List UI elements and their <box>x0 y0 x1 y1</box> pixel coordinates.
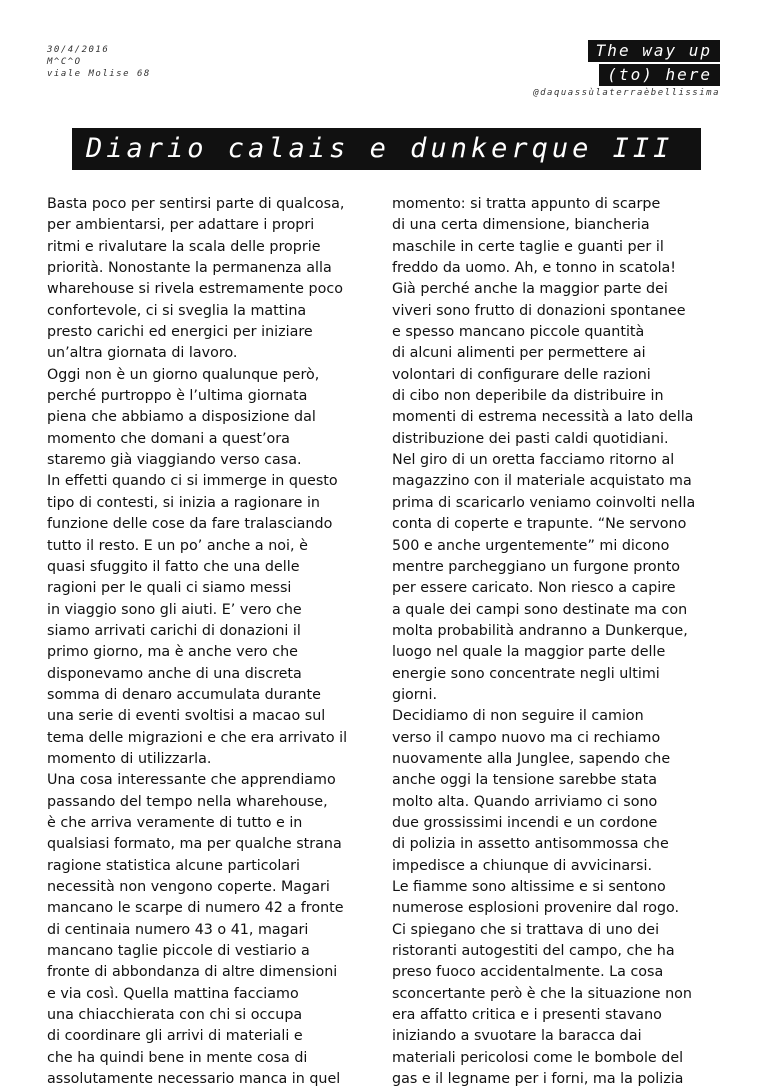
date: 30/4/2016 <box>47 45 110 55</box>
text-line: tipo di contesti, si inizia a ragionare in <box>47 494 320 511</box>
brand-line-2: (to) here <box>599 64 720 86</box>
text-line: siamo arrivati carichi di donazioni il <box>47 622 301 639</box>
text-line: distribuzione dei pasti caldi quotidiani. <box>392 430 669 447</box>
text-line: due grossissimi incendi e un cordone <box>392 814 658 831</box>
text-line: disponevamo anche di una discreta <box>47 665 302 682</box>
text-line: per ambientarsi, per adattare i propri <box>47 217 315 234</box>
text-line: di cibo non deperibile da distribuire in <box>392 388 664 405</box>
text-line: verso il campo nuovo ma ci rechiamo <box>392 729 661 746</box>
text-column-right <box>392 194 735 1090</box>
text-line: freddo da uomo. Ah, e tonno in scatola! <box>392 260 677 277</box>
text-line: una chiacchierata con chi si occupa <box>47 1007 303 1024</box>
text-line: ragione statistica alcune particolari <box>47 857 300 874</box>
text-line: in viaggio sono gli aiuti. E’ vero che <box>47 601 302 618</box>
text-line: volontari di configurare delle razioni <box>392 366 651 383</box>
text-line: priorità. Nonostante la permanenza alla <box>47 260 332 277</box>
text-line: luogo nel quale la maggior parte delle <box>392 644 666 661</box>
text-line: funzione delle cose da fare tralasciando <box>47 516 333 533</box>
text-line: piena che abbiamo a disposizione dal <box>47 409 316 426</box>
text-line: quasi sfuggito il fatto che una delle <box>47 558 300 575</box>
text-line: Le fiamme sono altissime e si sentono <box>392 879 666 895</box>
text-line: nuovamente alla Junglee, sapendo che <box>392 750 671 767</box>
text-line: molto alta. Quando arriviamo ci sono <box>392 793 658 810</box>
text-line: momento: si tratta appunto di scarpe <box>392 196 661 212</box>
text-line: Già perché anche la maggior parte dei <box>392 281 668 298</box>
text-line: e spesso mancano piccole quantità <box>392 324 645 341</box>
text-line: era affatto critica e i presenti stavano <box>392 1007 662 1024</box>
text-line: somma di denaro accumulata durante <box>47 686 321 703</box>
text-line: anche oggi la tensione sarebbe stata <box>392 772 658 789</box>
text-line: passando del tempo nella wharehouse, <box>47 793 328 810</box>
text-line: fronte di abbondanza di altre dimensioni <box>47 964 338 981</box>
text-line: 500 e anche urgentemente” mi dicono <box>392 537 670 554</box>
address: viale Molise 68 <box>47 69 151 79</box>
text-line: Una cosa interessante che apprendiamo <box>47 772 336 789</box>
text-line: mentre parcheggiano un furgone pronto <box>392 558 681 575</box>
text-line: Ci spiegano che si trattava di uno dei <box>392 921 660 938</box>
text-line: tema delle migrazioni e che era arrivato il <box>47 729 348 746</box>
header-meta <box>47 44 151 80</box>
text-line: In effetti quando ci si immerge in questo <box>47 473 338 490</box>
brand-line-1: The way up <box>588 40 720 62</box>
text-line: di una certa dimensione, biancheria <box>392 217 650 234</box>
text-line: impedisce a chiunque di avvicinarsi. <box>392 857 653 874</box>
text-line: energie sono concentrate negli ultimi <box>392 665 660 682</box>
text-line: molta probabilità andranno a Dunkerque, <box>392 622 688 639</box>
text-line: momento che domani a quest’ora <box>47 430 290 447</box>
social-handle: @daquassùlaterraèbellissima <box>533 88 720 98</box>
text-line: ragioni per le quali ci siamo messi <box>47 580 292 597</box>
text-line: gas e il legname per i forni, ma la polizia <box>392 1071 684 1088</box>
text-line: confortevole, ci si sveglia la mattina <box>47 302 307 319</box>
text-line: prima di scaricarlo veniamo coinvolti nella <box>392 494 696 511</box>
text-line: necessità non vengono coperte. Magari <box>47 879 330 895</box>
text-line: assolutamente necessario manca in quel <box>47 1071 341 1088</box>
text-line: Decidiamo di non seguire il camion <box>392 708 644 725</box>
text-line: di polizia in assetto antisommossa che <box>392 836 669 853</box>
venue-name: M^C^O <box>47 57 82 67</box>
text-line: mancano taglie piccole di vestiario a <box>47 943 310 960</box>
text-line: numerose esplosioni provenire dal rogo. <box>392 900 680 917</box>
text-line: Basta poco per sentirsi parte di qualcosa, <box>47 196 345 212</box>
page-title: Diario calais e dunkerque III <box>72 128 701 170</box>
text-line: materiali pericolosi come le bombole del <box>392 1049 684 1066</box>
text-line: maschile in certe taglie e guanti per il <box>392 238 664 255</box>
text-line: a quale dei campi sono destinate ma con <box>392 601 688 618</box>
text-line: staremo già viaggiando verso casa. <box>47 452 302 469</box>
text-line: perché purtroppo è l’ultima giornata <box>47 388 308 405</box>
text-line: Oggi non è un giorno qualunque però, <box>47 366 320 383</box>
text-line: magazzino con il materiale acquistato ma <box>392 473 692 490</box>
text-line: ritmi e rivalutare la scala delle proprie <box>47 238 321 255</box>
text-line: è che arriva veramente di tutto e in <box>47 814 303 831</box>
text-line: sconcertante però è che la situazione non <box>392 985 692 1002</box>
text-line: di centinaia numero 43 o 41, magari <box>47 921 309 938</box>
text-line: di alcuni alimenti per permettere ai <box>392 345 646 362</box>
text-line: wharehouse si rivela estremamente poco <box>47 281 343 298</box>
text-line: viveri sono frutto di donazioni spontanee <box>392 302 686 319</box>
text-line: momento di utilizzarla. <box>47 750 212 767</box>
text-line: presto carichi ed energici per iniziare <box>47 324 313 341</box>
text-line: iniziando a svuotare la baracca dai <box>392 1028 642 1045</box>
text-line: preso fuoco accidentalmente. La cosa <box>392 964 664 981</box>
text-line: mancano le scarpe di numero 42 a fronte <box>47 900 344 917</box>
text-line: che ha quindi bene in mente cosa di <box>47 1049 308 1066</box>
text-line: conta di coperte e trapunte. “Ne servono <box>392 516 687 533</box>
text-line: per essere caricato. Non riesco a capire <box>392 580 676 597</box>
text-line: primo giorno, ma è anche vero che <box>47 644 298 661</box>
text-line: ristoranti autogestiti del campo, che ha <box>392 943 675 960</box>
text-line: una serie di eventi svoltisi a macao sul <box>47 708 326 725</box>
text-column-left <box>47 194 390 1090</box>
text-line: e via così. Quella mattina facciamo <box>47 985 299 1002</box>
text-line: di coordinare gli arrivi di materiali e <box>47 1028 303 1045</box>
text-line: qualsiasi formato, ma per qualche strana <box>47 836 342 853</box>
text-line: giorni. <box>392 686 437 703</box>
text-line: tutto il resto. E un po’ anche a noi, è <box>47 537 308 554</box>
text-line: momenti di estrema necessità a lato della <box>392 409 694 426</box>
text-line: un’altra giornata di lavoro. <box>47 345 238 362</box>
text-line: Nel giro di un oretta facciamo ritorno al <box>392 452 675 469</box>
